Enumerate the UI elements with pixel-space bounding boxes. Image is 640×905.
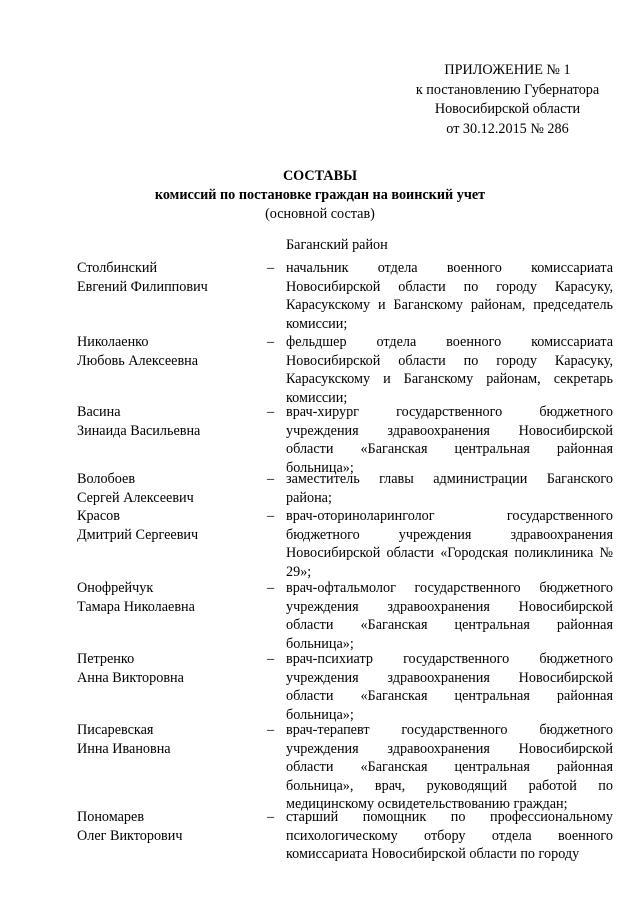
- member-row: [77, 507, 613, 579]
- member-role: начальник отдела военного комиссариата Новосибирской области по городу Карасуку, Карасукскому и Баганскому районам, председатель комиссии;: [286, 260, 613, 332]
- member-given-name: Сергей Алексеевич: [77, 489, 194, 506]
- member-row: [77, 808, 613, 868]
- appendix-date: от 30.12.2015 № 286: [446, 120, 569, 137]
- member-surname: Столбинский: [77, 260, 158, 276]
- member-role: врач-психиатр государственного бюджетного учреждения здравоохранения Новосибирской области «Баганская центральная районная больница»;: [286, 651, 613, 723]
- appendix-reference: к постановлению Губернатора: [415, 81, 600, 98]
- member-given-name: Дмитрий Сергеевич: [77, 526, 199, 543]
- document-title: [0, 167, 640, 224]
- member-given-name: Инна Ивановна: [77, 740, 171, 757]
- member-row: [77, 333, 613, 406]
- title-composition: (основной состав): [265, 206, 375, 222]
- member-surname: Васина: [77, 404, 121, 420]
- member-given-name: Тамара Николаевна: [77, 598, 195, 615]
- member-name: [77, 333, 267, 370]
- member-role: врач-офтальмолог государственного бюджетного учреждения здравоохранения Новосибирской области «Баганская центральная районная больница»;: [286, 580, 613, 652]
- member-name: [77, 507, 267, 544]
- member-role: врач-терапевт государственного бюджетного учреждения здравоохранения Новосибирской области «Баганская центральная районная больница», врач, руководящий работой по медицинскому освидетельствованию граждан;: [286, 722, 613, 813]
- district-heading: Баганский район: [286, 237, 388, 253]
- member-name: [77, 259, 267, 296]
- member-row: [77, 650, 613, 721]
- dash-separator: –: [267, 404, 275, 420]
- dash-separator: –: [267, 334, 275, 350]
- dash-separator: –: [267, 580, 275, 596]
- dash-separator: –: [267, 809, 275, 825]
- member-name: [77, 721, 267, 758]
- member-row: [77, 579, 613, 650]
- member-given-name: Анна Викторовна: [77, 669, 184, 686]
- member-given-name: Олег Викторович: [77, 827, 183, 844]
- member-surname: Волобоев: [77, 471, 136, 487]
- members-list: [77, 259, 613, 868]
- appendix-number: ПРИЛОЖЕНИЕ № 1: [444, 62, 571, 78]
- member-name: [77, 650, 267, 687]
- dash-separator: –: [267, 508, 275, 524]
- title-main: СОСТАВЫ: [282, 168, 358, 184]
- title-subject: комиссий по постановке граждан на воинский учет: [154, 187, 486, 203]
- member-name: [77, 579, 267, 616]
- member-row: [77, 403, 613, 476]
- member-role: старший помощник по профессиональному психологическому отбору отдела военного комиссариата Новосибирской области по городу: [286, 809, 613, 863]
- member-surname: Пономарев: [77, 809, 145, 825]
- member-role: фельдшер отдела военного комиссариата Новосибирской области по городу Карасуку, Карасукскому и Баганскому районам, секретарь комиссии;: [286, 334, 613, 406]
- member-row: [77, 259, 613, 333]
- member-surname: Красов: [77, 508, 120, 524]
- approval-block: [405, 61, 610, 139]
- member-surname: Петренко: [77, 651, 135, 667]
- member-row: [77, 721, 613, 813]
- member-role: врач-оториноларинголог государственного бюджетного учреждения здравоохранения Новосибирской области «Городская поликлиника № 29»;: [286, 508, 613, 580]
- dash-separator: –: [267, 651, 275, 667]
- member-surname: Писаревская: [77, 722, 154, 738]
- dash-separator: –: [267, 722, 275, 738]
- member-name: [77, 808, 267, 845]
- member-given-name: Евгений Филиппович: [77, 278, 208, 295]
- member-given-name: Любовь Алексеевна: [77, 352, 199, 369]
- member-name: [77, 470, 267, 507]
- member-row: [77, 470, 613, 507]
- member-given-name: Зинаида Васильевна: [77, 422, 201, 439]
- member-surname: Онофрейчук: [77, 580, 154, 596]
- member-name: [77, 403, 267, 440]
- dash-separator: –: [267, 471, 275, 487]
- member-role: заместитель главы администрации Баганского района;: [286, 471, 613, 506]
- member-surname: Николаенко: [77, 334, 149, 350]
- dash-separator: –: [267, 260, 275, 276]
- appendix-region: Новосибирской области: [434, 101, 581, 117]
- member-role: врач-хирург государственного бюджетного учреждения здравоохранения Новосибирской области «Баганская центральная районная больница»;: [286, 404, 613, 476]
